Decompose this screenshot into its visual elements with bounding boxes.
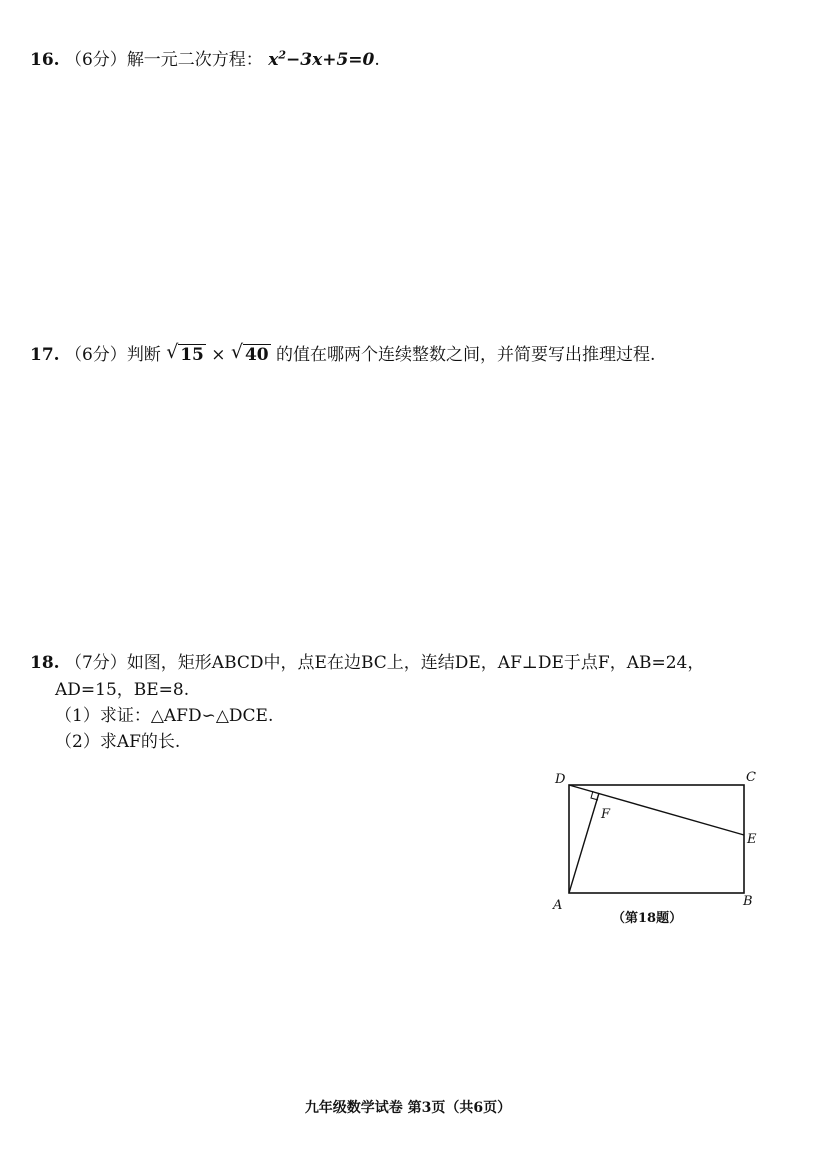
question-17	[30, 341, 656, 366]
question-18-line1: 如图，矩形ABCD中，点E在边BC上，连结DE，AF⊥DE于点F，AB=24，	[126, 653, 705, 673]
question-18-line2: AD=15，BE=8.	[55, 680, 190, 700]
equation-exponent: 2	[278, 48, 287, 62]
question-16-number: 16.	[30, 50, 60, 70]
question-16-equation	[268, 50, 374, 70]
radical-sign-icon: √	[230, 341, 244, 363]
segment-de	[569, 785, 744, 835]
question-16-text: 解一元二次方程：	[126, 50, 263, 70]
label-a: A	[553, 898, 563, 913]
question-16-end: .	[374, 50, 380, 70]
question-16	[30, 49, 380, 71]
radicand-40: 40	[244, 345, 269, 365]
radical-15	[166, 341, 206, 366]
radicand-15: 15	[180, 345, 204, 365]
question-17-number: 17.	[30, 345, 60, 365]
label-f: F	[601, 807, 611, 822]
times-sign: ×	[211, 345, 226, 365]
question-17-text-before: 判断	[126, 345, 161, 365]
figure-caption: （第18题）	[612, 911, 683, 926]
rectangle-abcd	[569, 785, 744, 893]
question-18-part-1: （1）求证：△AFD∽△DCE.	[55, 706, 274, 726]
equation-variable: x	[268, 50, 279, 70]
question-17-score: （6分）	[64, 345, 127, 365]
label-c: C	[746, 770, 756, 785]
question-18-part-2: （2）求AF的长.	[55, 732, 181, 752]
label-d: D	[555, 772, 566, 787]
page-footer: 九年级数学试卷 第3页（共6页）	[304, 1100, 512, 1116]
segment-af	[569, 793, 599, 893]
question-17-text-after: 的值在哪两个连续整数之间，并简要写出推理过程.	[276, 345, 656, 365]
label-b: B	[743, 894, 753, 909]
question-18	[30, 652, 704, 674]
question-18-number: 18.	[30, 653, 60, 673]
equation-rest: −3x+5=0	[286, 50, 375, 70]
label-e: E	[747, 832, 757, 847]
radical-40	[230, 341, 271, 366]
radical-sign-icon: √	[166, 341, 179, 363]
question-16-score: （6分）	[64, 50, 127, 70]
question-18-score: （7分）	[64, 653, 127, 673]
